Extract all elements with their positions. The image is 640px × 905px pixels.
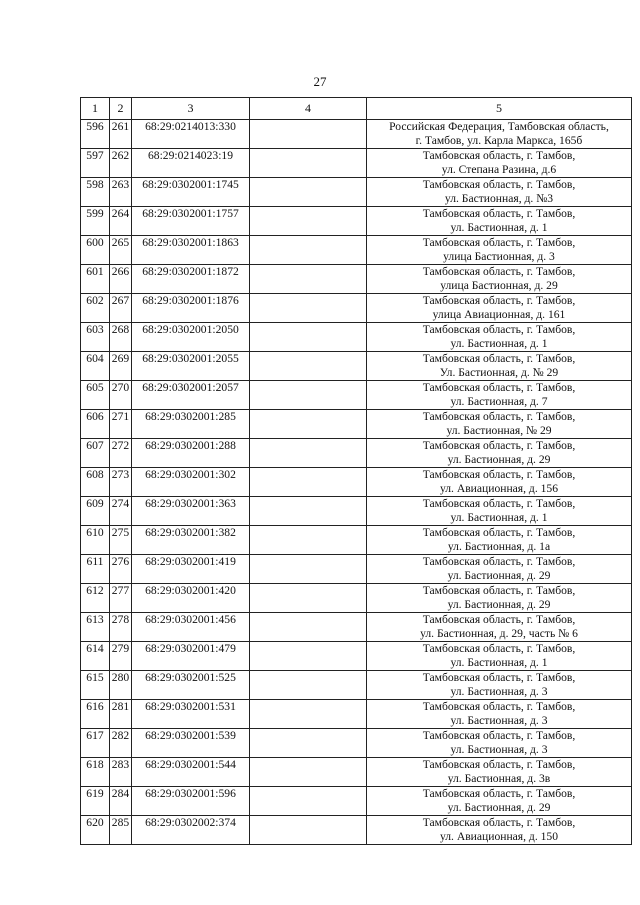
row-index-cell: 277 (110, 584, 132, 613)
address-cell (367, 265, 632, 294)
address-line-1: Тамбовская область, г. Тамбов, (422, 381, 576, 394)
address-cell (367, 236, 632, 265)
address-line-2: ул. Бастионная, д. 1 (450, 337, 548, 350)
address-cell (367, 642, 632, 671)
address-line-2: г. Тамбов, ул. Карла Маркса, 165б (415, 134, 583, 147)
address-line-1: Тамбовская область, г. Тамбов, (422, 439, 576, 452)
cadastral-number-cell: 68:29:0302001:288 (132, 439, 250, 468)
cadastral-number-cell: 68:29:0302001:1872 (132, 265, 250, 294)
address-cell (367, 729, 632, 758)
empty-cell (250, 323, 367, 352)
address-line-1: Тамбовская область, г. Тамбов, (422, 323, 576, 336)
table-row (81, 758, 632, 787)
row-index-cell: 275 (110, 526, 132, 555)
table-row (81, 236, 632, 265)
address-line-2: ул. Бастионная, д. 1 (450, 511, 548, 524)
table-row (81, 207, 632, 236)
address-line-1: Тамбовская область, г. Тамбов, (422, 526, 576, 539)
table-row (81, 729, 632, 758)
address-line-2: ул. Бастионная, д. 29 (447, 569, 551, 582)
column-header-3: 3 (132, 98, 250, 120)
cadastral-number-cell: 68:29:0302001:456 (132, 613, 250, 642)
cadastral-number-cell: 68:29:0302001:1863 (132, 236, 250, 265)
row-index-cell: 267 (110, 294, 132, 323)
empty-cell (250, 584, 367, 613)
empty-cell (250, 729, 367, 758)
row-number-cell: 604 (81, 352, 110, 381)
row-index-cell: 282 (110, 729, 132, 758)
address-line-2: ул. Бастионная, д. 3в (447, 772, 551, 785)
address-line-2: ул. Бастионная, д. 29, часть № 6 (420, 627, 578, 640)
row-number-cell: 614 (81, 642, 110, 671)
address-line-2: ул. Бастионная, д. №3 (444, 192, 554, 205)
address-line-2: ул. Бастионная, д. 29 (447, 801, 551, 814)
table-row (81, 352, 632, 381)
row-number-cell: 603 (81, 323, 110, 352)
row-number-cell: 597 (81, 149, 110, 178)
row-number-cell: 615 (81, 671, 110, 700)
table-row (81, 178, 632, 207)
address-line-2: ул. Бастионная, д. 1 (450, 656, 548, 669)
row-number-cell: 618 (81, 758, 110, 787)
address-cell (367, 555, 632, 584)
address-cell (367, 294, 632, 323)
row-index-cell: 274 (110, 497, 132, 526)
address-line-1: Тамбовская область, г. Тамбов, (422, 700, 576, 713)
table-row (81, 642, 632, 671)
column-header-1: 1 (81, 98, 110, 120)
cadastral-number-cell: 68:29:0302001:1757 (132, 207, 250, 236)
address-cell (367, 149, 632, 178)
row-index-cell: 262 (110, 149, 132, 178)
empty-cell (250, 497, 367, 526)
row-index-cell: 261 (110, 120, 132, 149)
page-number: 27 (313, 74, 327, 89)
address-line-1: Тамбовская область, г. Тамбов, (422, 265, 576, 278)
cadastral-number-cell: 68:29:0302001:1745 (132, 178, 250, 207)
cadastral-number-cell: 68:29:0302001:544 (132, 758, 250, 787)
table-row (81, 294, 632, 323)
table-row (81, 613, 632, 642)
address-line-1: Тамбовская область, г. Тамбов, (422, 207, 576, 220)
cadastral-number-cell: 68:29:0302001:525 (132, 671, 250, 700)
cadastral-number-cell: 68:29:0302001:479 (132, 642, 250, 671)
row-number-cell: 602 (81, 294, 110, 323)
empty-cell (250, 526, 367, 555)
address-line-2: улица Бастионная, д. 29 (440, 279, 558, 292)
row-index-cell: 279 (110, 642, 132, 671)
address-line-1: Тамбовская область, г. Тамбов, (422, 497, 576, 510)
address-line-1: Тамбовская область, г. Тамбов, (422, 294, 576, 307)
row-number-cell: 596 (81, 120, 110, 149)
cadastral-number-cell: 68:29:0302001:2055 (132, 352, 250, 381)
empty-cell (250, 816, 367, 845)
address-line-1: Тамбовская область, г. Тамбов, (422, 149, 576, 162)
cadastral-number-cell: 68:29:0302001:285 (132, 410, 250, 439)
row-number-cell: 605 (81, 381, 110, 410)
row-number-cell: 610 (81, 526, 110, 555)
address-line-1: Тамбовская область, г. Тамбов, (422, 468, 576, 481)
table-row (81, 120, 632, 149)
address-cell (367, 526, 632, 555)
table-row (81, 816, 632, 845)
address-line-1: Тамбовская область, г. Тамбов, (422, 758, 576, 771)
row-number-cell: 616 (81, 700, 110, 729)
column-header-2: 2 (110, 98, 132, 120)
empty-cell (250, 758, 367, 787)
address-line-1: Тамбовская область, г. Тамбов, (422, 178, 576, 191)
row-index-cell: 264 (110, 207, 132, 236)
row-number-cell: 607 (81, 439, 110, 468)
cadastral-number-cell: 68:29:0302001:531 (132, 700, 250, 729)
row-number-cell: 612 (81, 584, 110, 613)
cadastral-number-cell: 68:29:0302002:374 (132, 816, 250, 845)
address-line-2: ул. Бастионная, д. 3 (450, 714, 548, 727)
address-line-2: ул. Бастионная, д. 1а (447, 540, 551, 553)
address-cell (367, 323, 632, 352)
address-cell (367, 352, 632, 381)
address-line-1: Тамбовская область, г. Тамбов, (422, 236, 576, 249)
cadastral-number-cell: 68:29:0302001:2050 (132, 323, 250, 352)
address-line-1: Тамбовская область, г. Тамбов, (422, 671, 576, 684)
cadastral-number-cell: 68:29:0214013:330 (132, 120, 250, 149)
cadastral-number-cell: 68:29:0302001:420 (132, 584, 250, 613)
address-line-2: ул. Бастионная, д. 29 (447, 598, 551, 611)
table-row (81, 265, 632, 294)
address-cell (367, 613, 632, 642)
cadastral-number-cell: 68:29:0302001:363 (132, 497, 250, 526)
row-index-cell: 272 (110, 439, 132, 468)
row-index-cell: 270 (110, 381, 132, 410)
empty-cell (250, 381, 367, 410)
address-cell (367, 207, 632, 236)
empty-cell (250, 120, 367, 149)
table-row (81, 410, 632, 439)
row-number-cell: 617 (81, 729, 110, 758)
row-index-cell: 284 (110, 787, 132, 816)
cadastral-number-cell: 68:29:0214023:19 (132, 149, 250, 178)
address-line-2: ул. Бастионная, д. 29 (447, 453, 551, 466)
address-line-2: ул. Степана Разина, д.6 (441, 163, 557, 176)
empty-cell (250, 410, 367, 439)
row-index-cell: 265 (110, 236, 132, 265)
address-line-2: ул. Бастионная, № 29 (446, 424, 552, 437)
address-line-1: Тамбовская область, г. Тамбов, (422, 613, 576, 626)
empty-cell (250, 468, 367, 497)
empty-cell (250, 352, 367, 381)
table-row (81, 381, 632, 410)
cadastral-number-cell: 68:29:0302001:419 (132, 555, 250, 584)
address-cell (367, 120, 632, 149)
table-row (81, 497, 632, 526)
table-row (81, 526, 632, 555)
row-index-cell: 280 (110, 671, 132, 700)
cadastral-number-cell: 68:29:0302001:382 (132, 526, 250, 555)
row-number-cell: 609 (81, 497, 110, 526)
empty-cell (250, 555, 367, 584)
column-header-5: 5 (367, 98, 632, 120)
address-cell (367, 439, 632, 468)
address-line-1: Тамбовская область, г. Тамбов, (422, 555, 576, 568)
address-line-2: ул. Авиационная, д. 150 (439, 830, 559, 843)
address-line-1: Тамбовская область, г. Тамбов, (422, 584, 576, 597)
row-index-cell: 283 (110, 758, 132, 787)
empty-cell (250, 236, 367, 265)
cadastral-number-cell: 68:29:0302001:302 (132, 468, 250, 497)
empty-cell (250, 700, 367, 729)
address-cell (367, 700, 632, 729)
row-number-cell: 600 (81, 236, 110, 265)
address-cell (367, 410, 632, 439)
address-line-1: Тамбовская область, г. Тамбов, (422, 410, 576, 423)
row-number-cell: 613 (81, 613, 110, 642)
address-line-1: Тамбовская область, г. Тамбов, (422, 352, 576, 365)
address-line-2: улица Авиационная, д. 161 (432, 308, 566, 321)
row-number-cell: 601 (81, 265, 110, 294)
row-index-cell: 273 (110, 468, 132, 497)
row-number-cell: 606 (81, 410, 110, 439)
row-index-cell: 281 (110, 700, 132, 729)
table-row (81, 584, 632, 613)
address-cell (367, 178, 632, 207)
row-number-cell: 619 (81, 787, 110, 816)
table-header-row (81, 98, 632, 120)
address-line-2: ул. Бастионная, д. 1 (450, 221, 548, 234)
address-cell (367, 671, 632, 700)
row-number-cell: 599 (81, 207, 110, 236)
empty-cell (250, 207, 367, 236)
address-cell (367, 787, 632, 816)
table-body (81, 120, 632, 845)
address-line-1: Тамбовская область, г. Тамбов, (422, 787, 576, 800)
address-line-2: ул. Авиационная, д. 156 (439, 482, 559, 495)
row-index-cell: 285 (110, 816, 132, 845)
address-cell (367, 584, 632, 613)
row-index-cell: 268 (110, 323, 132, 352)
row-index-cell: 263 (110, 178, 132, 207)
empty-cell (250, 178, 367, 207)
address-line-1: Тамбовская область, г. Тамбов, (422, 816, 576, 829)
row-index-cell: 278 (110, 613, 132, 642)
cadastral-number-cell: 68:29:0302001:539 (132, 729, 250, 758)
row-number-cell: 611 (81, 555, 110, 584)
address-line-1: Российская Федерация, Тамбовская область, (389, 120, 609, 133)
empty-cell (250, 439, 367, 468)
table-row (81, 787, 632, 816)
address-line-1: Тамбовская область, г. Тамбов, (422, 642, 576, 655)
table-row (81, 671, 632, 700)
address-cell (367, 816, 632, 845)
column-header-4: 4 (250, 98, 367, 120)
row-number-cell: 620 (81, 816, 110, 845)
table-row (81, 149, 632, 178)
cadastral-number-cell: 68:29:0302001:596 (132, 787, 250, 816)
address-line-2: улица Бастионная, д. 3 (443, 250, 555, 263)
row-number-cell: 608 (81, 468, 110, 497)
address-line-2: Ул. Бастионная, д. № 29 (439, 366, 559, 379)
empty-cell (250, 613, 367, 642)
address-cell (367, 468, 632, 497)
row-index-cell: 276 (110, 555, 132, 584)
row-index-cell: 271 (110, 410, 132, 439)
address-line-2: ул. Бастионная, д. 3 (450, 743, 548, 756)
table-row (81, 700, 632, 729)
empty-cell (250, 787, 367, 816)
cadastral-number-cell: 68:29:0302001:2057 (132, 381, 250, 410)
row-index-cell: 269 (110, 352, 132, 381)
address-cell (367, 758, 632, 787)
table-row (81, 555, 632, 584)
cadastral-number-cell: 68:29:0302001:1876 (132, 294, 250, 323)
empty-cell (250, 265, 367, 294)
row-number-cell: 598 (81, 178, 110, 207)
address-cell (367, 497, 632, 526)
address-line-1: Тамбовская область, г. Тамбов, (422, 729, 576, 742)
table-row (81, 468, 632, 497)
address-line-2: ул. Бастионная, д. 3 (450, 685, 548, 698)
registry-table (80, 97, 632, 845)
row-index-cell: 266 (110, 265, 132, 294)
address-line-2: ул. Бастионная, д. 7 (450, 395, 548, 408)
empty-cell (250, 671, 367, 700)
empty-cell (250, 294, 367, 323)
table-row (81, 323, 632, 352)
empty-cell (250, 642, 367, 671)
table-row (81, 439, 632, 468)
address-cell (367, 381, 632, 410)
empty-cell (250, 149, 367, 178)
